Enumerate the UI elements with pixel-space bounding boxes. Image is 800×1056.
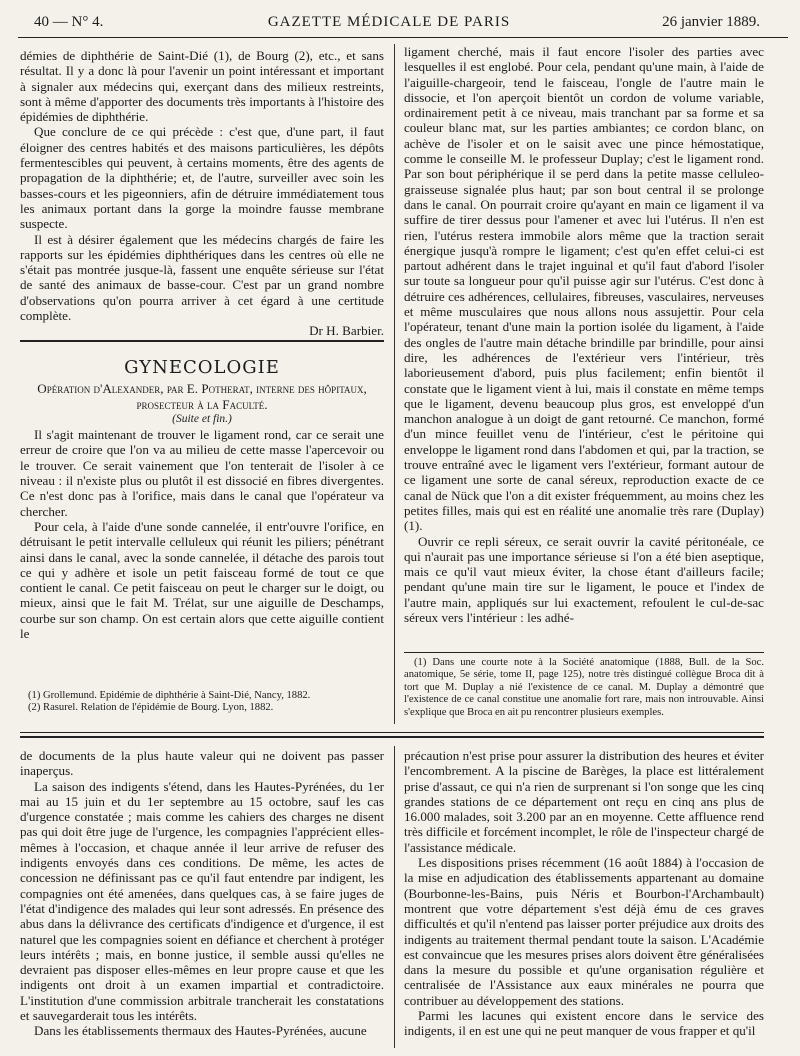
paragraph: précaution n'est prise pour assurer la distribution des heures et éviter l'encombrement. A la piscine de Barèges, la place est littéralement prise d'assaut, ce qui n'a rien de surprenant si l'on songe que les cinq grandes stations de ce département ont reçu en cinq ans plus de 16.000 malades, soit 3.200 par an en moyenne. Cette affluence rend très difficile et forcément incomplet, le rôle de l'inspecteur chargé de l'assistance médicale. xyxy=(404,748,764,855)
footnote: (1) Dans une courte note à la Société anatomique (1888, Bull. de la Soc. anatomique, 5e série, tome II, page 125), notre très distingué collègue Broca dit à tort que M. Duplay a nié l'existence de ce canal. M. Duplay a démontré que l'existence de ce canal constitue une anomalie fort rare, mais non introuvable. Ainsi s'explique que Broca en ait pu rencontrer plusieurs exemples. xyxy=(404,657,764,718)
paragraph: Parmi les lacunes qui existent encore dans le service des indigents, il en est une qui ne peut manquer de vous frapper et qu'il xyxy=(404,1008,764,1039)
signature: Dr H. Barbier. xyxy=(309,323,384,339)
column-divider-bottom xyxy=(394,746,395,1048)
paragraph: Dans les établissements thermaux des Hautes-Pyrénées, aucune xyxy=(34,1023,367,1039)
section-heading: GYNECOLOGIE xyxy=(124,357,280,378)
top-left-column xyxy=(20,48,384,339)
paragraph: démies de diphthérie de Saint-Dié (1), de Bourg (2), etc., et sans résultat. Il y a donc là pour l'avenir un point intéressant et important à signaler aux médecins qui, exerçant dans des milieux restreints, sont à même d'apporter des documents très importants à l'histoire des épidémies de diphthérie. xyxy=(20,48,384,125)
header-rule xyxy=(18,37,788,38)
section-rule xyxy=(20,340,384,342)
gynecology-article xyxy=(20,352,384,672)
bottom-left-column xyxy=(20,748,384,1048)
paragraph: Que conclure de ce qui précède : c'est que, d'une part, il faut éloigner des centres habités et des maisons particulières, les dépôts fermentescibles qui peuvent, à certains moments, être des agents de propagation de la diphthérie; et, de l'autre, surveiller avec soin les basses-cours et les pigeonniers, afin de détruire immédiatement tous les animaux portant dans la gorge la moindre fausse membrane suspecte. xyxy=(20,124,384,232)
paragraph: Pour cela, à l'aide d'une sonde cannelée, il entr'ouvre l'orifice, en détruisant le petit intervalle celluleux qui réunit les piliers; pénétrant ainsi dans le canal, avec la sonde cannelée, il détache des parois tout ce qui y adhère et isole un petit faisceau formé de tout ce que contient le canal. Ce petit faisceau on peut le charger sur le doigt, ou mieux, ainsi que le fait M. Trélat, sur une aiguille de Deschamps, courbe sur son champ. On est certain alors que cette aiguille contient le xyxy=(20,518,384,642)
running-head xyxy=(18,10,760,36)
page-separator-rule xyxy=(20,732,764,733)
paragraph: Il est à désirer également que les médecins chargés de faire les rapports sur les épidémies diphthériques dans les centres où elle ne s'était pas montrée jusque-là, fassent une enquête sérieuse sur l'état de santé des animaux de basse-cour. C'est par un grand nombre d'observations qu'on pourra arriver à cet égard à une certitude complète. xyxy=(20,231,384,324)
paragraph: Il s'agit maintenant de trouver le ligament rond, car ce serait une erreur de croire que l'on va au milieu de cette masse l'apercevoir ou le trouver. Ce serait vainement que l'on tenterait de l'isoler à ce niveau : il n'existe plus ou plutôt il est dissocié en fibres divergentes. Ce n'est donc pas à l'orifice, mais dans le canal que l'opérateur va chercher. xyxy=(20,427,384,519)
top-right-column xyxy=(404,44,764,650)
top-left-footnotes xyxy=(28,690,384,722)
bottom-right-column xyxy=(404,748,764,1048)
page-number: 40 — N° 4. xyxy=(34,14,104,30)
paragraph: de documents de la plus haute valeur qui ne doivent pas passer inaperçus. xyxy=(20,748,384,779)
footnote: (1) Grollemund. Epidémie de diphthérie à Saint-Dié, Nancy, 1882. xyxy=(28,690,311,701)
issue-date: 26 janvier 1889. xyxy=(662,14,760,30)
paragraph: La saison des indigents s'étend, dans les Hautes-Pyrénées, du 1er mai au 15 juin et du 1er septembre au 15 octobre, sauf les cas d'urgence constatée ; mais comme les cahiers des charges ne disent pas qui doit être juge de l'urgence, les compagnies l'apprécient elles-mêmes à l'occasion, et chaque année il leur arrive de refuser des indigents envoyés dans ces conditions. De même, les actes de concession ne définissant pas ce qu'il faut entendre par indigent, les compagnies ont été amenées, dans quelques cas, à se faire juges de l'état d'indigence des malades qui leur sont adressés. En présence des abus dans la délivrance des certificats d'indigence et d'urgence, il est naturel que les compagnies soient en défiance et cherchent à protéger leurs intérêts ; mais, en bonne justice, il semble aussi qu'elles ne devraient pas disposer elles-mêmes en leur propre cause et que les indigents ont droit à un examen impartial et contradictoire. L'institution d'une commission arbitrale trancherait les constatations et sauvegarderait tous les intérêts. xyxy=(20,778,384,1024)
footnote-rule xyxy=(404,652,764,653)
article-title: Opération d'Alexander, par E. Potherat, interne des hôpitaux, prosecteur à la Faculté. xyxy=(37,381,367,412)
column-divider xyxy=(394,44,395,724)
paragraph: Les dispositions prises récemment (16 août 1884) à l'occasion de la mise en adjudication des établissements appartenant au domaine (Bourbonne-les-Bains, puis Néris et Bourbon-l'Archambault) montrent que votre département s'est déjà ému de ces graves difficultés et qu'il n'entend pas laisser porter préjudice aux droits des indigents au traitement thermal pendant toute la saison. L'Académie est convaincue que les mesures prises alors doivent être généralisées dans la mesure du possible et qu'une organisation régulière et centralisée de l'Assistance aux eaux minérales ne pourra que contribuer au développement des stations. xyxy=(404,855,764,1008)
page-separator-rule-thick xyxy=(20,736,764,738)
journal-title: GAZETTE MÉDICALE DE PARIS xyxy=(267,14,511,30)
paragraph: ligament cherché, mais il faut encore l'isoler des parties avec lesquelles il est englobé. Pour cela, pendant qu'une main, à l'aide de l'aiguille-chargeoir, tend le faisceau, l'ongle de l'autre main le dissocie, et l'on aperçoit bientôt un cordon de volume variable, ordinairement petit à ce niveau, mais tranchant par sa forme et sa couleur blanc mat, sur les parties ambiantes; ce cordon blanc, on achève de l'isoler et on le saisit avec une pince hémostatique, comme le conseille M. le professeur Duplay; c'est le ligament rond. Par son bout périphérique il se perd dans la petite masse celluleo-graisseuse signalée plus haut; par son bout central il se prolonge dans le canal. On pourrait croire qu'ayant en main ce ligament il va suffire de tirer dessus pour l'amener et avec lui l'utérus. Il n'en est rien, l'utérus restera immobile alors même que la traction serait énergique jusqu'à rompre le ligament; c'est qu'en effet celui-ci est partout adhérent dans le trajet inguinal et qu'il faut d'abord l'isoler sur toute sa longueur pour qu'il puisse agir sur l'utérus. C'est donc à détruire ces adhérences, cellulaires, fibreuses, vasculaires, nerveuses et même musculaires que nous allons nous assujettir. Pour cela l'opérateur, tenant d'une main la portion isolée du ligament, à l'aide des ongles de l'autre main détache brindille par brindille, pour ainsi dire, les adhérences de l'extérieur vers l'intérieur, très laborieusement d'abord, puis plus facilement; enfin bientôt il constate que le ligament vient à lui, mais il constate en même temps que le ligament, devenu beaucoup plus gros, est enveloppé d'un manchon analogue à un doigt de gant retourné. Ce manchon, formé d'un mince feuillet venu de l'intérieur, c'est le péritoine qui enveloppe le ligament rond dans l'abdomen et qui, par la traction, se trouve entraîné avec le ligament vers l'extérieur, formant autour de ce ligament une sorte de canal séreux, reproduction exacte de ce canal de Nück que l'on a dit exister fréquemment, au moins chez les petites filles, mais qui est en réalité une anomalie très rare (Duplay) (1). xyxy=(404,44,764,534)
footnote: (2) Rasurel. Relation de l'épidémie de Bourg. Lyon, 1882. xyxy=(28,702,274,714)
paragraph: Ouvrir ce repli séreux, ce serait ouvrir la cavité péritonéale, ce qui n'aurait pas une importance sérieuse si l'on a été bien aseptique, mais ce qu'il vaut mieux éviter, la chose étant d'ailleurs facile; pendant qu'une main tire sur le ligament, le pouce et l'index de l'autre main, appliqués sur lui exactement, refoulent le cul-de-sac séreux vers l'intérieur : les adhé- xyxy=(404,533,764,625)
continued-note: (Suite et fin.) xyxy=(172,412,232,425)
top-right-footnote xyxy=(404,657,764,719)
